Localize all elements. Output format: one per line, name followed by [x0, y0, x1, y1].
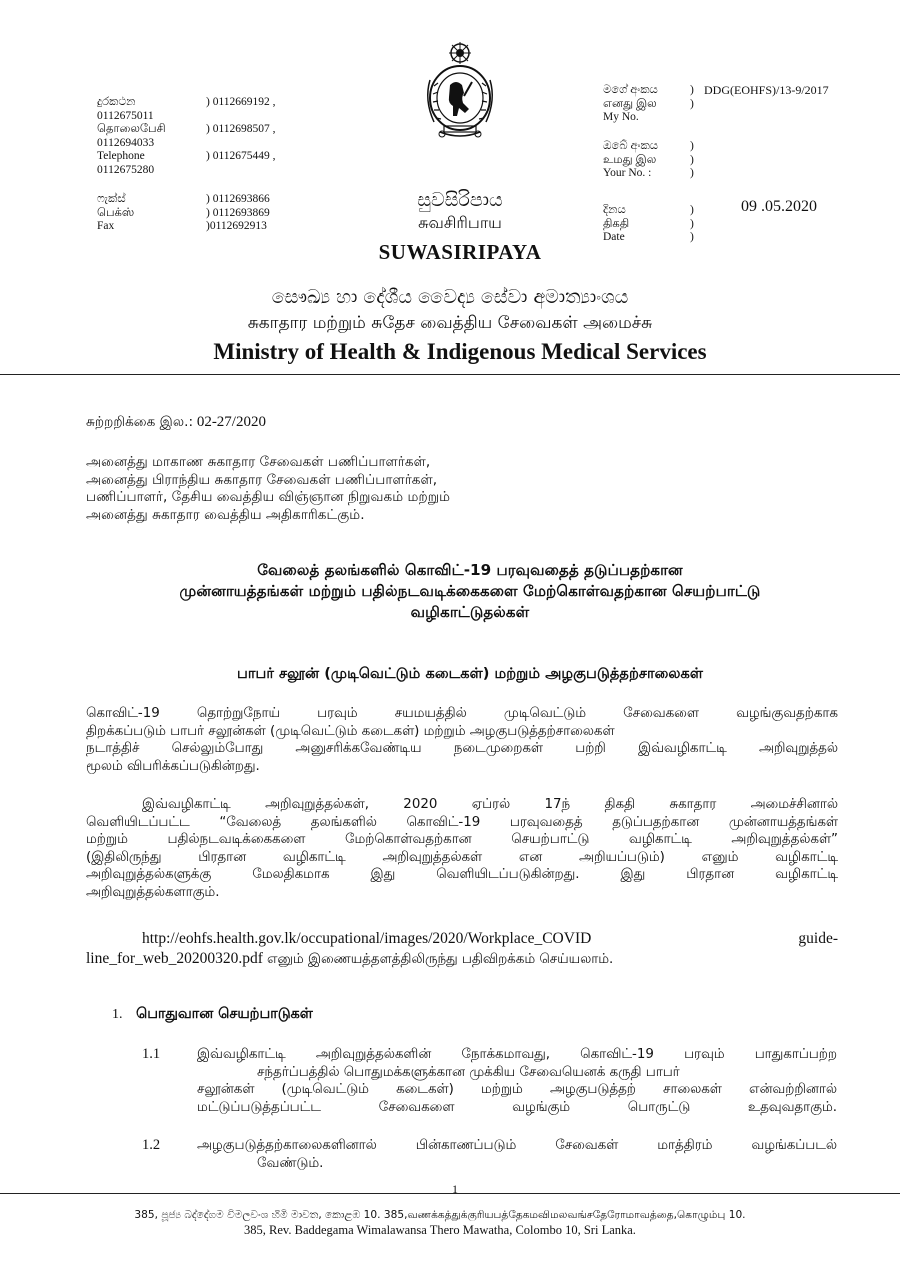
phone-value: ) 0112675449 ,: [206, 150, 276, 162]
ref-label: Your No. :: [603, 167, 652, 179]
circular-value: 02-27/2020: [196, 414, 266, 430]
title-line: முன்னாயத்தங்கள் மற்றும் பதில்நடவடிக்கைகளை மேற்கொள்வதற்கான செயற்பாட்டு: [179, 582, 761, 600]
contact-block: [97, 96, 166, 177]
addressee: பணிப்பாளர், தேசிய வைத்திய விஞ்ஞான நிறுவகம் மற்றும்: [86, 489, 451, 505]
download-text: எனும் இணையத்தளத்திலிருந்து பதிவிறக்கம் செய்யலாம்.: [266, 952, 614, 967]
my-no-value: DDG(EOHFS)/13-9/2017: [704, 83, 829, 97]
text-line: வேண்டும்.: [257, 1155, 324, 1171]
addressee: அனைத்து சுகாதார வைத்திய அதிகாரிகட்கும்.: [86, 506, 365, 523]
phone-value: ) 0112669192 ,: [206, 96, 276, 108]
section-title: பொதுவான செயற்பாடுகள்: [136, 1006, 313, 1022]
text-line: அறிவுறுத்தல்களாகும்.: [86, 884, 220, 900]
phone-number: 0112675011: [97, 109, 154, 122]
download-link-paragraph: [86, 929, 838, 970]
ministry-english: Ministry of Health & Indigenous Medical Services: [213, 339, 707, 364]
addressee: அனைத்து பிராந்திய சுகாதார சேவைகள் பணிப்பாளர்கள்,: [86, 471, 438, 488]
ref-label: எனது இல: [603, 97, 657, 110]
text-line: திறக்கப்படும் பாபர் சலூன்கள் (முடிவெட்டும் கடைகள்) மற்றும் அழகுபடுத்தற்சாலைகள்: [86, 723, 615, 739]
download-url-tail[interactable]: line_for_web_20200320.pdf: [86, 950, 263, 967]
sri-lanka-emblem-icon: [420, 40, 500, 140]
header-divider: [0, 374, 900, 375]
your-no-paren: ) ) ): [690, 140, 694, 179]
ref-label: ඔබේ අංකය: [603, 140, 659, 152]
addressee: அனைத்து மாகாண சுகாதார சேவைகள் பணிப்பாளர்கள்,: [86, 454, 431, 470]
section-number: 1.: [112, 1007, 123, 1022]
your-no-labels: [603, 140, 658, 181]
item-1-2: [197, 1137, 837, 1172]
text-line: மூலம் விபரிக்கப்படுகின்றது.: [86, 758, 260, 774]
phone-number: 0112675280: [97, 163, 155, 176]
document-subtitle: பாபர் சலூன் (முடிவெட்டும் கடைகள்) மற்றும் அழகுபடுத்தற்சாலைகள்: [236, 665, 704, 682]
brand-english: SUWASIRIPAYA: [378, 240, 542, 264]
title-line: வழிகாட்டுதல்கள்: [410, 603, 530, 621]
fax-labels: [97, 193, 134, 234]
fax-label: Fax: [97, 220, 115, 232]
date-value: 09 .05.2020: [741, 198, 817, 215]
my-no-paren: ) ): [690, 84, 694, 110]
footer-address-english: 385, Rev. Baddegama Wimalawansa Thero Mawatha, Colombo 10, Sri Lanka.: [244, 1223, 636, 1237]
phone-label: தொலைபேசி: [97, 123, 166, 135]
ministry-sinhala: සෞඛ්‍ය හා දේශීය වෛද්‍ය සේවා අමාත්‍යාංශය: [271, 286, 629, 308]
date-labels: [603, 204, 629, 245]
my-no-labels: [603, 84, 658, 125]
footer-divider: [0, 1193, 900, 1194]
text-line: வெளியிடப்பட்ட “வேலைத் தலங்களில் கொவிட்-19 பரவுவதைத் தடுப்பதற்கான முன்னாயத்தங்கள்: [86, 814, 838, 830]
ref-label: திகதி: [603, 217, 630, 230]
paragraph-2: [86, 796, 838, 902]
brand-tamil: சுவசிரிபாய: [418, 213, 502, 232]
ref-label: දිනය: [603, 204, 626, 216]
ref-label: உமது இல: [603, 153, 657, 166]
fax-values: [206, 193, 270, 234]
date-paren: ) ) ): [690, 204, 694, 243]
item-number: 1.2: [142, 1137, 161, 1153]
text-line: அறிவுறுத்தல்களுக்கு மேலதிகமாக இது வெளியிடப்படுகின்றது. இது பிரதான வழிகாட்டி: [86, 867, 838, 883]
ref-label: මගේ අංකය: [603, 84, 658, 96]
phone-number: 0112694033: [97, 136, 155, 149]
text-line: சலூன்கள் (முடிவெட்டும் கடைகள்) மற்றும் அழகுபடுத்தற் சாலைகள் என்வற்றினால்: [197, 1082, 837, 1098]
fax-label: பெக்ஸ்: [97, 206, 135, 219]
text-line: கொவிட்-19 தொற்றுநோய் பரவும் சயமயத்தில் முடிவெட்டும் சேவைகளை வழங்குவதற்காக: [86, 706, 838, 721]
text-line: அழகுபடுத்தற்காலைகளினால் பின்காணப்படும் சேவைகள் மாத்திரம் வழங்கப்படல்: [197, 1138, 837, 1153]
phone-labels: [97, 96, 166, 177]
page-number: 1: [452, 1182, 458, 1196]
title-line: வேலைத் தலங்களில் கொவிட்-19 பரவுவதைத் தடுப்பதற்கான: [257, 561, 683, 579]
text-line: சந்தர்ப்பத்தில் பொதுமக்களுக்கான முக்கிய சேவையெனக் கருதி பாபர்: [257, 1064, 680, 1080]
text-line: மற்றும் பதில்நடவடிக்கைகளை மேற்கொள்வதற்கான செயற்பாட்டு வழிகாட்டி அறிவுறுத்தல்கள்”: [86, 832, 838, 848]
phone-value: ) 0112698507 ,: [206, 123, 276, 135]
text-line: மட்டுப்படுத்தப்பட்ட சேவைகளை வழங்கும் பொருட்டு உதவுவதாகும்.: [197, 1099, 837, 1115]
download-url-end[interactable]: guide-: [798, 930, 838, 947]
ref-label: Date: [603, 231, 625, 243]
phone-label: දුරකථන: [97, 96, 136, 108]
footer-address-local: 385, පූජ්‍ය බද්දේගම විමලවංශ හිමි මාවත, කොළඹ 10. 385,வணக்கத்துக்குரியபத்தேகமவிமலவங்சதேரோமாவத்தை,கொழும்பு 10.: [134, 1209, 746, 1221]
text-line: நடாத்திச் செல்லும்போது அனுசரிக்கவேண்டிய நடைமுறைகள் பற்றி இவ்வழிகாட்டி அறிவுறுத்தல்: [86, 741, 838, 757]
ministry-tamil: சுகாதார மற்றும் சுதேச வைத்திய சேவைகள் அமைச்சு: [247, 313, 653, 333]
addressee-list: [86, 454, 450, 524]
paragraph-1: [86, 705, 838, 775]
circular-label: சுற்றறிக்கை இல.:: [86, 414, 194, 430]
document-title: [80, 560, 860, 623]
circular-number: [86, 414, 266, 432]
download-url[interactable]: http://eohfs.health.gov.lk/occupational/images/2020/Workplace_COVID: [142, 930, 592, 947]
item-number: 1.1: [142, 1046, 161, 1062]
brand-sinhala: සුවසිරිපාය: [417, 189, 503, 211]
fax-value: )0112692913: [206, 220, 267, 232]
brand-block: [380, 188, 540, 234]
section-1-heading: [112, 1006, 313, 1024]
item-1-1: [197, 1046, 837, 1116]
text-line: இவ்வழிகாட்டி அறிவுறுத்தல்கள், 2020 ஏப்ரல் 17ந் திகதி சுகாதார அமைச்சினால்: [142, 797, 838, 812]
phone-values: [206, 96, 276, 164]
ref-label: My No.: [603, 111, 639, 123]
text-line: (இதிலிருந்து பிரதான வழிகாட்டி அறிவுறுத்தல்கள் என அறியப்படும்) எனும் வழிகாட்டி: [86, 849, 838, 865]
text-line: இவ்வழிகாட்டி அறிவுறுத்தல்களின் நோக்கமாவது, கொவிட்-19 பரவும் பாதுகாப்பற்ற: [197, 1047, 837, 1062]
fax-value: ) 0112693866: [206, 193, 270, 205]
fax-label: ෆැක්ස්: [97, 193, 126, 205]
phone-label: Telephone: [97, 150, 145, 162]
fax-value: ) 0112693869: [206, 206, 270, 219]
